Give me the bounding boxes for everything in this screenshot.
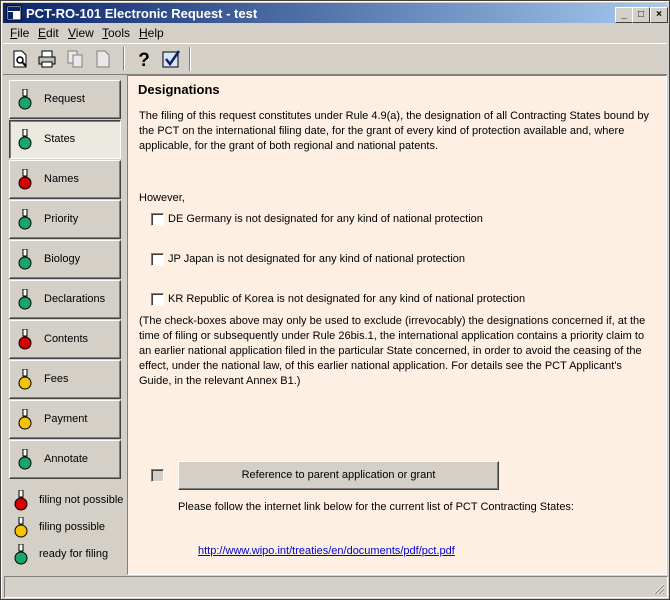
nav-payment-label: Payment bbox=[44, 413, 88, 425]
menu-tools[interactable] bbox=[102, 26, 130, 40]
status-light-icon bbox=[14, 517, 28, 539]
menu-file[interactable] bbox=[10, 26, 29, 40]
menu-help[interactable] bbox=[139, 26, 164, 40]
title-bar bbox=[3, 3, 667, 23]
status-light-icon bbox=[18, 129, 32, 151]
status-light-icon bbox=[18, 209, 32, 231]
copy-document-icon[interactable] bbox=[64, 48, 86, 70]
menu-tools-mnemonic: T bbox=[102, 26, 108, 40]
status-light-icon bbox=[14, 544, 28, 566]
menu-view[interactable] bbox=[68, 26, 94, 40]
status-light-icon bbox=[18, 369, 32, 391]
toolbar bbox=[3, 43, 667, 75]
nav-biology-label: Biology bbox=[44, 253, 81, 265]
menu-view-mnemonic: V bbox=[68, 26, 76, 40]
menu-file-mnemonic: F bbox=[10, 26, 18, 40]
menu-help-mnemonic: H bbox=[139, 26, 148, 40]
menu-edit[interactable] bbox=[38, 26, 59, 40]
exclude-jp-label[interactable]: JP Japan is not designated for any kind of national protection bbox=[168, 253, 465, 265]
nav-names-label: Names bbox=[44, 173, 79, 185]
parent-application-checkbox bbox=[151, 469, 164, 482]
maximize-button[interactable]: □ bbox=[632, 7, 650, 23]
parent-application-button[interactable]: Reference to parent application or grant bbox=[178, 461, 499, 490]
pct-states-link[interactable]: http://www.wipo.int/treaties/en/documents/pdf/pct.pdf bbox=[198, 545, 455, 557]
however-text: However, bbox=[139, 192, 185, 204]
nav-request-label: Request bbox=[44, 93, 85, 105]
exclude-de-checkbox[interactable] bbox=[151, 213, 164, 226]
menu-view-label: iew bbox=[75, 26, 94, 40]
status-light-icon bbox=[18, 289, 32, 311]
intro-text: The filing of this request constitutes under Rule 4.9(a), the designation of all Contracting States bound by the PCT on the international filing date, for the grant of every kind of protection available and, where applicable, for the grant of both regional and national patents. bbox=[139, 110, 649, 152]
menu-bar bbox=[3, 24, 667, 42]
status-light-icon bbox=[14, 490, 28, 512]
status-light-icon bbox=[18, 449, 32, 471]
toolbar-separator bbox=[189, 47, 191, 71]
exclude-de-label[interactable]: DE Germany is not designated for any kind of national protection bbox=[168, 213, 483, 225]
menu-help-label: elp bbox=[147, 26, 164, 40]
toolbar-separator bbox=[123, 47, 125, 71]
nav-declarations-label: Declarations bbox=[44, 293, 106, 305]
status-light-icon bbox=[18, 169, 32, 191]
status-light-icon bbox=[18, 329, 32, 351]
nav-payment-button[interactable] bbox=[9, 400, 121, 439]
legend-label: filing possible bbox=[39, 521, 106, 533]
status-light-icon bbox=[18, 89, 32, 111]
nav-priority-label: Priority bbox=[44, 213, 79, 225]
svg-text:?: ? bbox=[138, 50, 150, 70]
nav-declarations-button[interactable] bbox=[9, 280, 121, 319]
status-light-icon bbox=[18, 409, 32, 431]
nav-names-button[interactable] bbox=[9, 160, 121, 199]
menu-file-label: ile bbox=[17, 26, 30, 40]
exclude-kr-checkbox[interactable] bbox=[151, 293, 164, 306]
follow-link-text: Please follow the internet link below for the current list of PCT Contracting States: bbox=[178, 501, 574, 513]
blank-document-icon[interactable] bbox=[92, 48, 114, 70]
nav-contents-button[interactable] bbox=[9, 320, 121, 359]
nav-annotate-button[interactable] bbox=[9, 440, 121, 479]
exclusion-note-text: (The check-boxes above may only be used to exclude (irrevocably) the designations concerned if, at the time of filing or subsequently under Rule 26bis.1, the international application contains a priority claim to an earlier national application filed in the particular State concerned, in order to avoid the ceasing of the effect, under the national law, of this earlier national application. For details see the PCT Applicant's Guide, in the relevant Annex B1.) bbox=[139, 315, 646, 387]
menu-tools-label: ools bbox=[108, 26, 131, 40]
window-title: PCT-RO-101 Electronic Request - test bbox=[26, 6, 258, 21]
status-light-icon bbox=[18, 249, 32, 271]
page-title: Designations bbox=[138, 82, 220, 97]
exclude-kr-label[interactable]: KR Republic of Korea is not designated for any kind of national protection bbox=[168, 293, 526, 305]
validate-icon[interactable] bbox=[160, 48, 182, 70]
print-icon[interactable] bbox=[36, 48, 58, 70]
nav-states-label: States bbox=[44, 133, 76, 145]
app-icon bbox=[6, 5, 22, 21]
nav-contents-label: Contents bbox=[44, 333, 89, 345]
menu-edit-mnemonic: E bbox=[38, 26, 47, 40]
legend-label: ready for filing bbox=[39, 548, 109, 560]
close-button[interactable]: × bbox=[650, 7, 668, 23]
designations-panel bbox=[127, 75, 667, 575]
resize-grip-icon[interactable] bbox=[653, 583, 665, 595]
sidebar bbox=[4, 75, 124, 573]
nav-fees-button[interactable] bbox=[9, 360, 121, 399]
nav-fees-label: Fees bbox=[44, 373, 69, 385]
print-preview-icon[interactable] bbox=[9, 48, 31, 70]
nav-request-button[interactable] bbox=[9, 80, 121, 119]
nav-priority-button[interactable] bbox=[9, 200, 121, 239]
help-icon[interactable] bbox=[133, 48, 155, 70]
nav-biology-button[interactable] bbox=[9, 240, 121, 279]
status-bar bbox=[4, 576, 668, 598]
menu-edit-label: dit bbox=[46, 26, 59, 40]
nav-states-button[interactable] bbox=[9, 120, 121, 159]
minimize-button[interactable]: _ bbox=[615, 7, 633, 23]
nav-annotate-label: Annotate bbox=[44, 453, 89, 465]
legend-label: filing not possible bbox=[39, 494, 124, 506]
exclude-jp-checkbox[interactable] bbox=[151, 253, 164, 266]
